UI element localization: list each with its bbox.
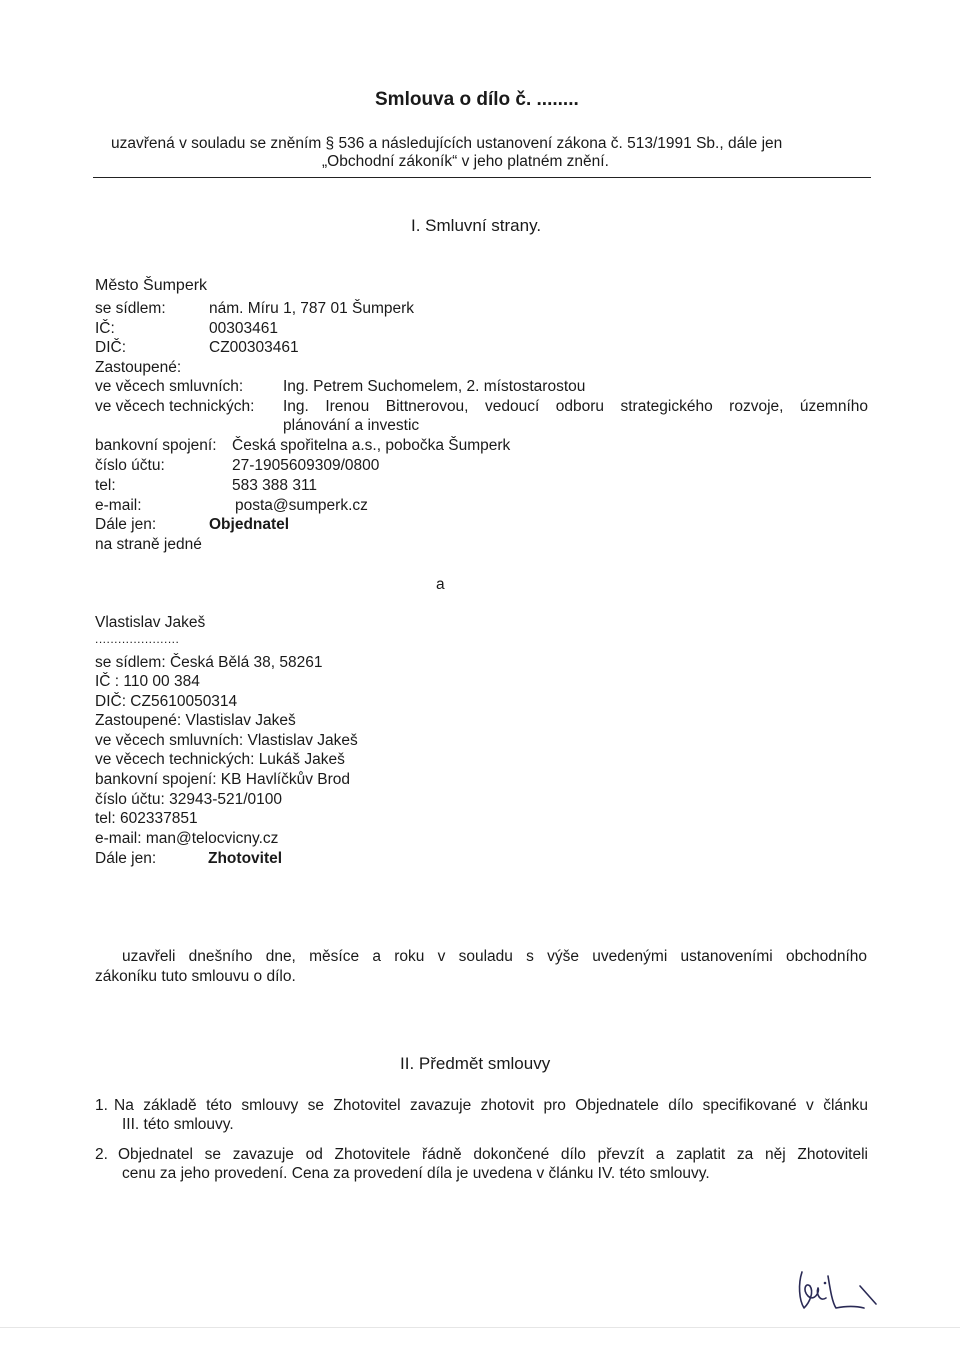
contractor-dots: ...................... [95,632,180,646]
contractor-represented: Zastoupené: Vlastislav Jakeš [95,712,296,729]
contractor-seat: se sídlem: Česká Bělá 38, 58261 [95,654,323,671]
contractor-ic: IČ : 110 00 384 [95,673,200,690]
client-ic-value: 00303461 [209,320,278,337]
signature-initials [790,1262,880,1317]
item-2-line-1: Objednatel se zavazuje od Zhotovitele řádně dokončené dílo převzít a zaplatit za něj Zhotoviteli [118,1146,868,1163]
client-name: Město Šumperk [95,277,208,294]
contractor-name: Vlastislav Jakeš [95,614,206,631]
client-tech-value-line-2: plánování a investic [283,417,420,434]
client-hereinafter-label: Dále jen: [95,516,157,533]
client-email-value: posta@sumperk.cz [235,497,368,514]
divider-line [93,177,871,178]
section-2-heading: II. Předmět smlouvy [400,1054,551,1073]
client-seat-value: nám. Míru 1, 787 01 Šumperk [209,300,415,317]
section-1-heading: I. Smluvní strany. [411,216,542,235]
client-tel-label: tel: [95,477,116,494]
contractor-bank: bankovní spojení: KB Havlíčkův Brod [95,771,351,788]
client-represented-label: Zastoupené: [95,359,182,376]
item-1-number: 1. [95,1097,108,1114]
client-hereinafter-value: Objednatel [209,516,290,533]
client-account-value: 27-1905609309/0800 [232,457,380,474]
agreement-line-2: zákoníku tuto smlouvu o dílo. [95,968,296,985]
item-1-line-2: III. této smlouvy. [122,1116,234,1133]
intro-line-1: uzavřená v souladu se zněním § 536 a následujících ustanovení zákona č. 513/1991 Sb., dále jen [111,135,783,152]
intro-line-2: „Obchodní zákoník“ v jeho platném znění. [322,153,609,170]
contractor-hereinafter-label: Dále jen: [95,850,157,867]
client-seat-label: se sídlem: [95,300,166,317]
client-bank-value: Česká spořitelna a.s., pobočka Šumperk [232,437,511,454]
contractor-tech: ve věcech technických: Lukáš Jakeš [95,751,345,768]
item-2-number: 2. [95,1146,108,1163]
client-bank-label: bankovní spojení: [95,437,217,454]
contractor-email: e-mail: man@telocvicny.cz [95,830,279,847]
client-contract-value: Ing. Petrem Suchomelem, 2. místostarostou [283,378,586,395]
agreement-line-1: uzavřeli dnešního dne, měsíce a roku v souladu s výše uvedenými ustanoveními obchodního [122,948,867,965]
client-dic-label: DIČ: [95,339,126,356]
contractor-tel: tel: 602337851 [95,810,198,827]
client-tech-label: ve věcech technických: [95,398,255,415]
client-account-label: číslo účtu: [95,457,165,474]
client-contract-label: ve věcech smluvních: [95,378,244,395]
contractor-hereinafter-value: Zhotovitel [208,850,283,867]
page-bottom-edge [0,1327,960,1328]
client-tech-value-line-1: Ing. Irenou Bittnerovou, vedoucí odboru strategického rozvoje, územního [283,398,868,415]
client-side: na straně jedné [95,536,202,553]
contractor-account: číslo účtu: 32943-521/0100 [95,791,282,808]
contractor-contract: ve věcech smluvních: Vlastislav Jakeš [95,732,358,749]
item-1-line-1: Na základě této smlouvy se Zhotovitel zavazuje zhotovit pro Objednatele dílo specifikované v článku [114,1097,868,1114]
client-tel-value: 583 388 311 [232,477,318,494]
conjunction: a [436,576,445,593]
client-email-label: e-mail: [95,497,142,514]
document-title: Smlouva o dílo č. ........ [375,89,579,110]
contractor-dic: DIČ: CZ5610050314 [95,693,238,710]
client-dic-value: CZ00303461 [209,339,299,356]
item-2-line-2: cenu za jeho provedení. Cena za provedení díla je uvedena v článku IV. této smlouvy. [122,1165,710,1182]
client-ic-label: IČ: [95,320,115,337]
